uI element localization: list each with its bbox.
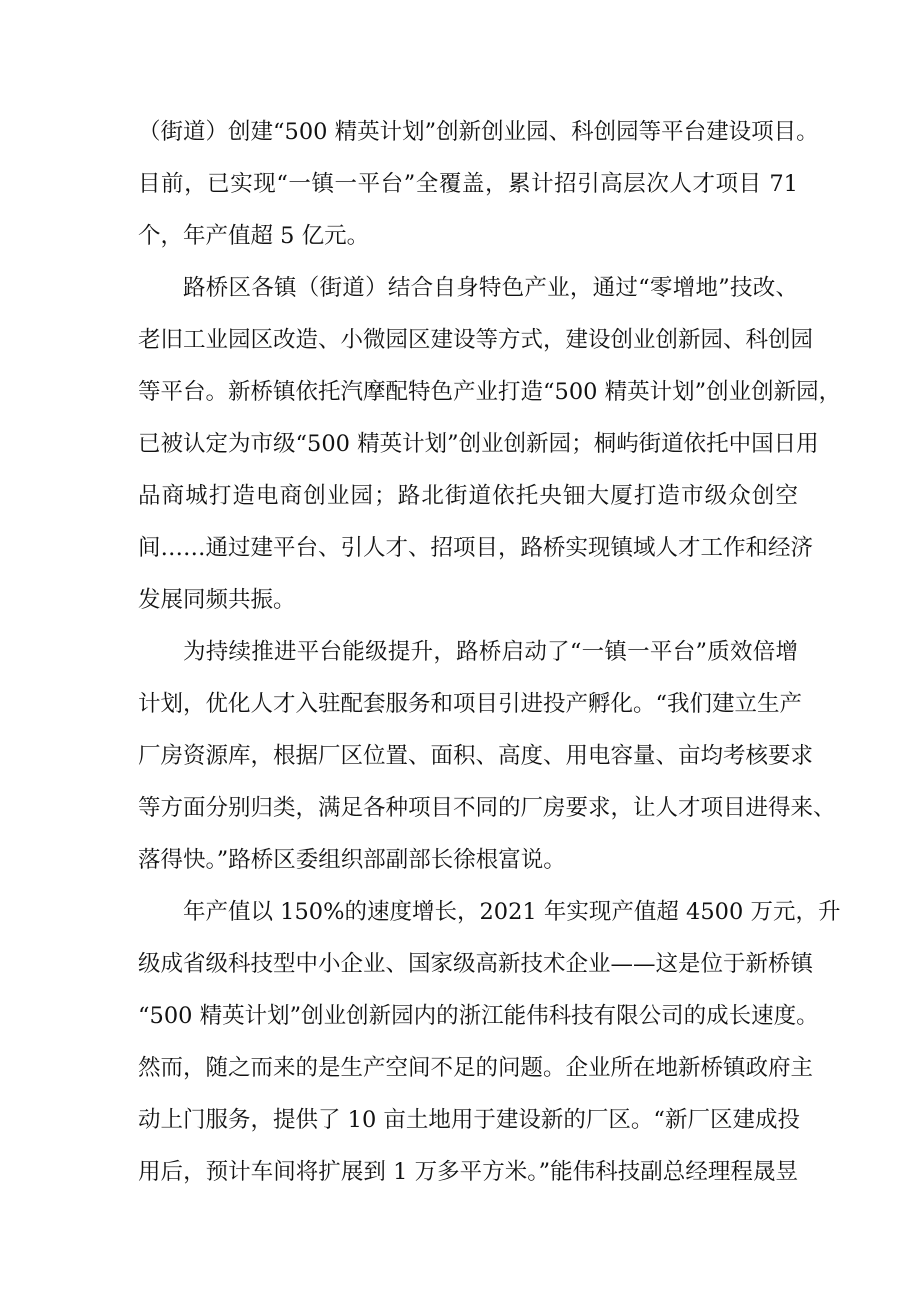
paragraph-2-line-7: 发展同频共振。 <box>138 587 296 613</box>
paragraph-4-line-6: 用后，预计车间将扩展到 1 万多平方米。”能伟科技副总经理程晟昱 <box>138 1159 798 1185</box>
paragraph-3-line-5: 落得快。”路桥区委组织部副部长徐根富说。 <box>138 847 566 873</box>
paragraph-3-line-1: 为持续推进平台能级提升，路桥启动了“一镇一平台”质效倍增 <box>183 639 798 665</box>
paragraph-1-line-1: （街道）创建“500 精英计划”创新创业园、科创园等平台建设项目。 <box>138 119 819 145</box>
paragraph-3-line-2: 计划，优化人才入驻配套服务和项目引进投产孵化。“我们建立生产 <box>138 691 803 717</box>
paragraph-4-line-3: “500 精英计划”创业创新园内的浙江能伟科技有限公司的成长速度。 <box>138 1003 819 1029</box>
paragraph-3-line-3: 厂房资源库，根据厂区位置、面积、高度、用电容量、亩均考核要求 <box>138 743 814 769</box>
paragraph-3-line-4: 等方面分别归类，满足各种项目不同的厂房要求，让人才项目进得来、 <box>138 795 836 821</box>
paragraph-4-line-1: 年产值以 150%的速度增长，2021 年实现产值超 4500 万元，升 <box>183 899 841 925</box>
paragraph-2-line-2: 老旧工业园区改造、小微园区建设等方式，建设创业创新园、科创园 <box>138 327 814 353</box>
paragraph-2-line-4: 已被认定为市级“500 精英计划”创业创新园；桐屿街道依托中国日用 <box>138 431 819 457</box>
paragraph-4-line-4: 然而，随之而来的是生产空间不足的问题。企业所在地新桥镇政府主 <box>138 1055 814 1081</box>
paragraph-2-line-3: 等平台。新桥镇依托汽摩配特色产业打造“500 精英计划”创业创新园， <box>138 379 842 405</box>
paragraph-2-line-5: 品商城打造电商创业园；路北街道依托央钿大厦打造市级众创空 <box>138 483 798 509</box>
paragraph-1-line-2: 目前，已实现“一镇一平台”全覆盖，累计招引高层次人才项目 71 <box>138 171 798 197</box>
paragraph-2-line-6: 间……通过建平台、引人才、招项目，路桥实现镇域人才工作和经济 <box>138 535 814 561</box>
paragraph-2-line-1: 路桥区各镇（街道）结合自身特色产业，通过“零增地”技改、 <box>183 275 798 301</box>
paragraph-4-line-5: 动上门服务，提供了 10 亩土地用于建设新的厂区。“新厂区建成投 <box>138 1107 800 1133</box>
paragraph-4-line-2: 级成省级科技型中小企业、国家级高新技术企业——这是位于新桥镇 <box>138 951 814 977</box>
paragraph-1-line-3: 个，年产值超 5 亿元。 <box>138 223 370 249</box>
